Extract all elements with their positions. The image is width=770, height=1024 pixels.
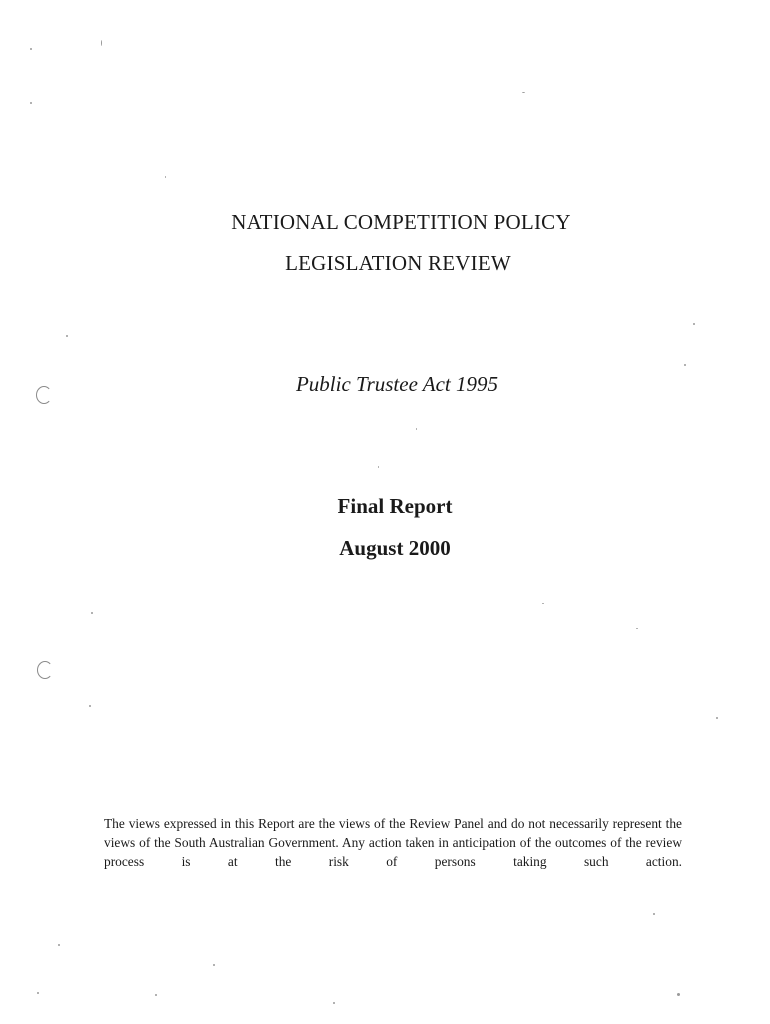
scan-speck bbox=[30, 102, 32, 104]
scan-speck bbox=[30, 48, 32, 50]
scan-speck bbox=[333, 1002, 335, 1004]
scan-speck bbox=[66, 335, 68, 337]
scan-speck bbox=[58, 944, 60, 946]
scan-speck bbox=[636, 628, 638, 629]
scan-speck bbox=[37, 992, 39, 994]
scan-speck bbox=[213, 964, 215, 966]
scan-speck bbox=[716, 717, 718, 719]
punch-hole-mark bbox=[37, 661, 53, 679]
scan-speck bbox=[165, 176, 166, 178]
scan-speck bbox=[101, 40, 102, 46]
punch-hole-mark bbox=[36, 386, 52, 404]
scan-speck bbox=[155, 994, 157, 996]
act-name: Public Trustee Act 1995 bbox=[295, 372, 498, 396]
scan-speck bbox=[89, 705, 91, 707]
scan-speck bbox=[378, 466, 379, 468]
scan-speck bbox=[416, 428, 417, 430]
scan-speck bbox=[542, 603, 544, 604]
scan-speck bbox=[522, 92, 525, 93]
scan-speck bbox=[653, 913, 655, 915]
document-title-line-1: NATIONAL COMPETITION POLICY bbox=[231, 210, 571, 234]
scan-speck bbox=[693, 323, 695, 325]
disclaimer-text: The views expressed in this Report are the views of the Review Panel and do not necessarily represent the views of the South Australian Government. Any action taken in anticipation of the outcomes of the review process is at the risk of persons taking such action. bbox=[104, 816, 682, 869]
report-date: August 2000 bbox=[339, 536, 451, 560]
scan-speck bbox=[91, 612, 93, 614]
document-title-line-2: LEGISLATION REVIEW bbox=[285, 251, 511, 275]
scan-speck bbox=[677, 993, 680, 996]
report-type: Final Report bbox=[337, 494, 453, 518]
scan-speck bbox=[684, 364, 686, 366]
